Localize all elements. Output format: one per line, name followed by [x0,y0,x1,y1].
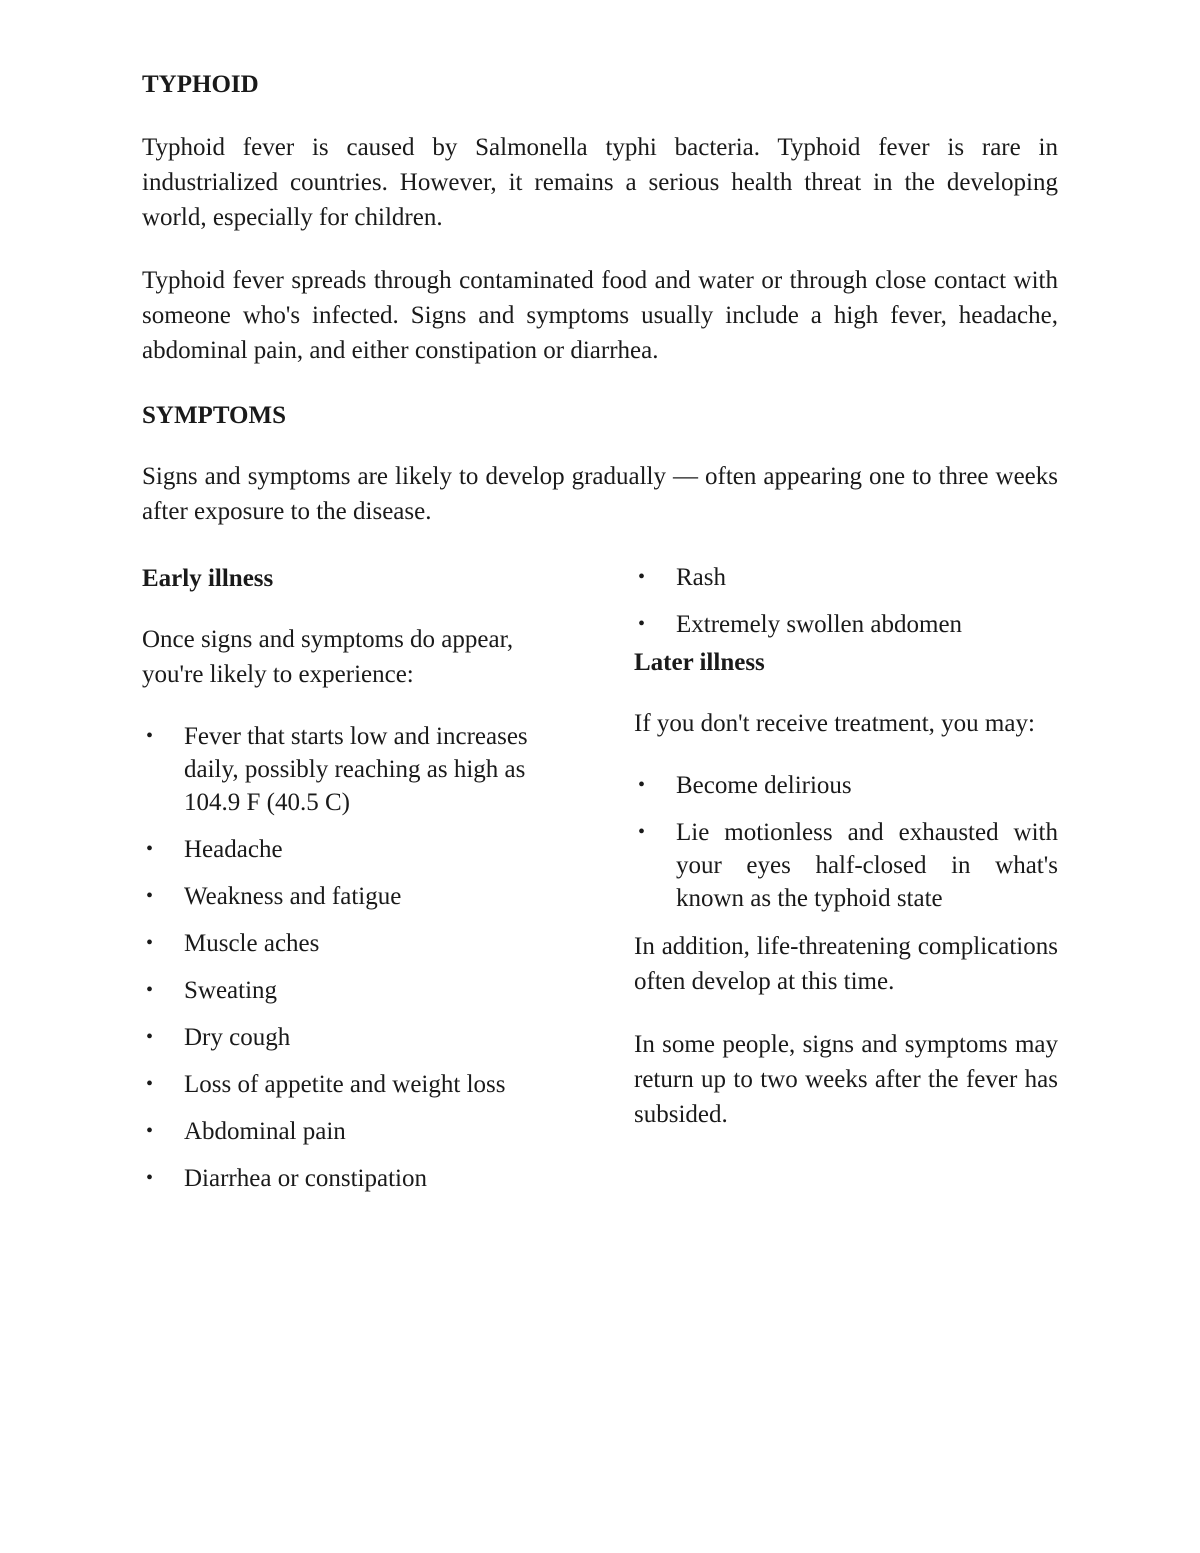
bullet-icon: • [638,613,646,635]
early-illness-heading: Early illness [142,565,274,592]
later-illness-paragraph-2: In some people, signs and symptoms may return up to two weeks after the fever has subsided. [634,1031,1058,1128]
symptoms-heading: SYMPTOMS [142,402,286,429]
list-item: • Sweating [142,974,566,1007]
document-page [142,66,1058,1209]
list-item: • Muscle aches [142,927,566,960]
list-item: • Diarrhea or constipation [142,1162,566,1195]
early-illness-list [142,720,566,1195]
bullet-icon: • [638,774,646,796]
bullet-icon: • [146,1026,154,1048]
list-item: • Lie motionless and exhausted with your eyes half-closed in what's known as the typhoid state [634,816,1058,915]
bullet-icon: • [146,1120,154,1142]
early-illness-intro: Once signs and symptoms do appear, you're likely to experience: [142,626,514,688]
bullet-icon: • [146,979,154,1001]
bullet-icon: • [146,885,154,907]
symptoms-intro: Signs and symptoms are likely to develop gradually — often appearing one to three weeks after exposure to the disease. [142,463,1058,525]
right-column [634,564,1058,1209]
list-item: • Weakness and fatigue [142,880,566,913]
list-item: • Loss of appetite and weight loss [142,1068,566,1101]
later-illness-heading: Later illness [634,649,765,676]
left-column [142,567,566,1209]
later-illness-list [634,769,1058,915]
two-column-section [142,564,1058,1209]
bullet-icon: • [146,1167,154,1189]
list-item: • Rash [634,561,1058,594]
bullet-icon: • [146,932,154,954]
document-title: TYPHOID [142,71,259,98]
early-illness-list-continued [634,561,1058,641]
later-illness-intro: If you don't receive treatment, you may: [634,710,1035,737]
bullet-icon: • [638,821,646,843]
intro-paragraph-2: Typhoid fever spreads through contaminated food and water or through close contact with someone who's infected. Signs and symptoms usually include a high fever, headache, abdominal pain, and either constipation or diarrhea. [142,267,1058,364]
bullet-icon: • [146,725,154,747]
intro-paragraph-1: Typhoid fever is caused by Salmonella typhi bacteria. Typhoid fever is rare in industrialized countries. However, it remains a serious health threat in the developing world, especially for children. [142,134,1058,231]
list-item: • Fever that starts low and increases daily, possibly reaching as high as 104.9 F (40.5 C) [142,720,566,819]
list-item: • Headache [142,833,566,866]
later-illness-paragraph-1: In addition, life-threatening complications often develop at this time. [634,933,1058,995]
list-item: • Extremely swollen abdomen [634,608,1058,641]
list-item: • Dry cough [142,1021,566,1054]
bullet-icon: • [146,1073,154,1095]
list-item: • Abdominal pain [142,1115,566,1148]
bullet-icon: • [146,838,154,860]
bullet-icon: • [638,566,646,588]
list-item: • Become delirious [634,769,1058,802]
